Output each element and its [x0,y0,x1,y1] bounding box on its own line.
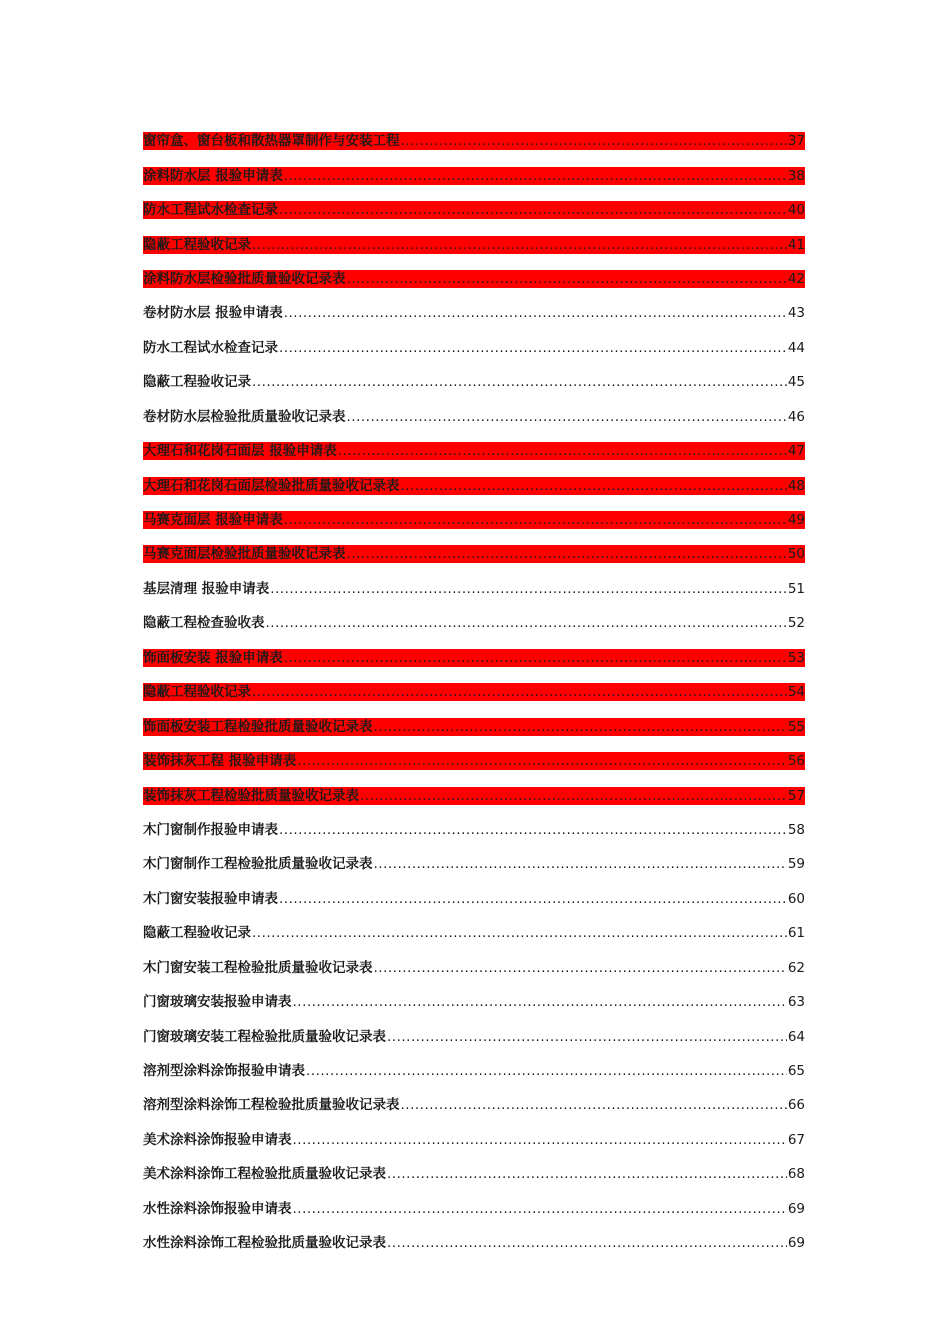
toc-entry-line [143,339,805,357]
toc-entry[interactable] [143,1054,805,1088]
toc-entry-line [143,855,805,873]
toc-entry-page-number: 63 [787,994,805,1011]
toc-entry-page-number: 68 [787,1166,805,1183]
toc-entry-title: 防水工程试水检查记录 [143,339,278,356]
toc-entry-line [143,1028,805,1046]
toc-entry-title: 窗帘盒、窗台板和散热器罩制作与安装工程 [143,133,400,150]
toc-entry-line [143,408,805,426]
table-of-contents [143,124,805,1260]
toc-entry-line [143,993,805,1011]
toc-entry[interactable] [143,847,805,881]
toc-entry-page-number: 60 [787,890,805,907]
toc-entry-title: 木门窗制作报验申请表 [143,821,278,838]
dot-leader [360,787,787,805]
toc-entry-line [143,442,805,460]
toc-entry-title: 卷材防水层 报验申请表 [143,305,283,322]
toc-entry-page-number: 69 [787,1200,805,1217]
toc-entry-title: 美术涂料涂饰报验申请表 [143,1131,292,1148]
toc-entry-title: 防水工程试水检查记录 [143,202,278,219]
toc-entry[interactable] [143,709,805,743]
toc-entry[interactable] [143,468,805,502]
toc-entry-title: 涂料防水层 报验申请表 [143,167,283,184]
toc-entry-line [143,167,805,185]
dot-leader [279,201,787,219]
toc-entry-title: 水性涂料涂饰报验申请表 [143,1200,292,1217]
toc-entry[interactable] [143,744,805,778]
toc-entry-line [143,752,805,770]
dot-leader [401,477,787,495]
toc-entry[interactable] [143,331,805,365]
toc-entry-title: 马赛克面层检验批质量验收记录表 [143,546,346,563]
toc-entry-page-number: 40 [787,202,805,219]
toc-entry[interactable] [143,400,805,434]
toc-entry-line [143,924,805,942]
toc-entry-page-number: 58 [787,821,805,838]
dot-leader [347,270,787,288]
toc-entry-line [143,304,805,322]
toc-entry-page-number: 41 [787,236,805,253]
toc-entry[interactable] [143,778,805,812]
dot-leader [297,752,787,770]
toc-entry-title: 隐蔽工程验收记录 [143,374,251,391]
toc-entry-title: 溶剂型涂料涂饰报验申请表 [143,1063,305,1080]
toc-entry[interactable] [143,434,805,468]
toc-entry-line [143,545,805,563]
toc-entry-page-number: 54 [787,684,805,701]
dot-leader [347,408,787,426]
toc-entry-page-number: 42 [787,270,805,287]
toc-entry-page-number: 67 [787,1131,805,1148]
toc-entry-title: 隐蔽工程验收记录 [143,684,251,701]
toc-entry-line [143,236,805,254]
dot-leader [387,1234,787,1252]
dot-leader [270,580,787,598]
toc-entry-page-number: 47 [787,443,805,460]
dot-leader [284,649,787,667]
toc-entry-line [143,1165,805,1183]
toc-entry-page-number: 55 [787,718,805,735]
toc-entry-title: 饰面板安装 报验申请表 [143,649,283,666]
dot-leader [266,614,787,632]
toc-entry-line [143,270,805,288]
toc-entry-title: 马赛克面层 报验申请表 [143,512,283,529]
toc-entry-title: 水性涂料涂饰工程检验批质量验收记录表 [143,1235,386,1252]
toc-entry-page-number: 65 [787,1063,805,1080]
toc-entry[interactable] [143,124,805,158]
toc-entry-line [143,477,805,495]
toc-entry-line [143,787,805,805]
toc-entry-title: 卷材防水层检验批质量验收记录表 [143,408,346,425]
toc-entry-title: 装饰抹灰工程 报验申请表 [143,753,297,770]
dot-leader [279,890,787,908]
toc-entry[interactable] [143,1019,805,1053]
toc-entry-line [143,959,805,977]
toc-entry-title: 大理石和花岗石面层检验批质量验收记录表 [143,477,400,494]
toc-entry[interactable] [143,1088,805,1122]
toc-entry-line [143,511,805,529]
toc-entry[interactable] [143,503,805,537]
dot-leader [401,132,787,150]
toc-entry-title: 涂料防水层检验批质量验收记录表 [143,270,346,287]
dot-leader [252,236,787,254]
toc-entry-line [143,1200,805,1218]
toc-entry-page-number: 48 [787,477,805,494]
toc-entry[interactable] [143,1192,805,1226]
toc-entry[interactable] [143,1226,805,1260]
toc-entry-title: 门窗玻璃安装工程检验批质量验收记录表 [143,1028,386,1045]
dot-leader [374,718,787,736]
toc-entry[interactable] [143,227,805,261]
toc-entry[interactable] [143,296,805,330]
toc-entry-page-number: 45 [787,374,805,391]
toc-entry-page-number: 56 [787,753,805,770]
dot-leader [284,511,787,529]
toc-entry-title: 隐蔽工程验收记录 [143,236,251,253]
toc-entry[interactable] [143,262,805,296]
dot-leader [279,821,787,839]
dot-leader [374,959,787,977]
toc-entry[interactable] [143,365,805,399]
toc-entry-title: 隐蔽工程检查验收表 [143,615,265,632]
toc-entry-title: 基层清理 报验申请表 [143,580,270,597]
toc-entry-line [143,1096,805,1114]
toc-entry-title: 大理石和花岗石面层 报验申请表 [143,443,337,460]
toc-entry[interactable] [143,193,805,227]
toc-entry[interactable] [143,1157,805,1191]
dot-leader [284,304,787,322]
dot-leader [347,545,787,563]
toc-entry-page-number: 50 [787,546,805,563]
toc-entry-title: 装饰抹灰工程检验批质量验收记录表 [143,787,359,804]
toc-entry-line [143,683,805,701]
toc-entry-line [143,821,805,839]
toc-entry-line [143,373,805,391]
toc-entry-line [143,201,805,219]
dot-leader [293,1131,787,1149]
dot-leader [387,1165,787,1183]
toc-entry-title: 木门窗安装报验申请表 [143,890,278,907]
toc-entry[interactable] [143,606,805,640]
dot-leader [293,1200,787,1218]
toc-entry-page-number: 64 [787,1028,805,1045]
toc-entry-page-number: 53 [787,649,805,666]
toc-entry-line [143,890,805,908]
toc-entry-title: 木门窗安装工程检验批质量验收记录表 [143,959,373,976]
toc-entry[interactable] [143,882,805,916]
toc-entry[interactable] [143,641,805,675]
toc-entry-title: 隐蔽工程验收记录 [143,925,251,942]
toc-entry-page-number: 44 [787,339,805,356]
toc-entry[interactable] [143,985,805,1019]
toc-entry-line [143,580,805,598]
toc-entry-page-number: 51 [787,580,805,597]
toc-entry-page-number: 59 [787,856,805,873]
toc-entry-page-number: 49 [787,512,805,529]
toc-entry-line [143,649,805,667]
dot-leader [374,855,787,873]
dot-leader [252,683,787,701]
toc-entry[interactable] [143,158,805,192]
toc-entry-page-number: 61 [787,925,805,942]
toc-entry-line [143,614,805,632]
toc-entry[interactable] [143,813,805,847]
toc-entry-line [143,1234,805,1252]
toc-entry[interactable] [143,572,805,606]
toc-entry[interactable] [143,916,805,950]
toc-entry-page-number: 43 [787,305,805,322]
toc-entry-page-number: 46 [787,408,805,425]
toc-entry-title: 饰面板安装工程检验批质量验收记录表 [143,718,373,735]
dot-leader [252,924,787,942]
toc-entry-title: 溶剂型涂料涂饰工程检验批质量验收记录表 [143,1097,400,1114]
toc-entry-page-number: 57 [787,787,805,804]
toc-entry[interactable] [143,537,805,571]
toc-entry-page-number: 62 [787,959,805,976]
toc-entry-page-number: 69 [787,1235,805,1252]
toc-entry-page-number: 52 [787,615,805,632]
dot-leader [293,993,787,1011]
toc-entry[interactable] [143,951,805,985]
toc-entry[interactable] [143,675,805,709]
toc-entry-page-number: 66 [787,1097,805,1114]
toc-entry-line [143,132,805,150]
dot-leader [279,339,787,357]
toc-entry-line [143,718,805,736]
dot-leader [284,167,787,185]
toc-entry[interactable] [143,1123,805,1157]
dot-leader [401,1096,787,1114]
toc-entry-page-number: 37 [787,133,805,150]
dot-leader [252,373,787,391]
dot-leader [338,442,787,460]
dot-leader [306,1062,787,1080]
toc-entry-line [143,1131,805,1149]
toc-entry-page-number: 38 [787,167,805,184]
toc-entry-title: 美术涂料涂饰工程检验批质量验收记录表 [143,1166,386,1183]
toc-entry-line [143,1062,805,1080]
toc-entry-title: 门窗玻璃安装报验申请表 [143,994,292,1011]
toc-entry-title: 木门窗制作工程检验批质量验收记录表 [143,856,373,873]
dot-leader [387,1028,787,1046]
